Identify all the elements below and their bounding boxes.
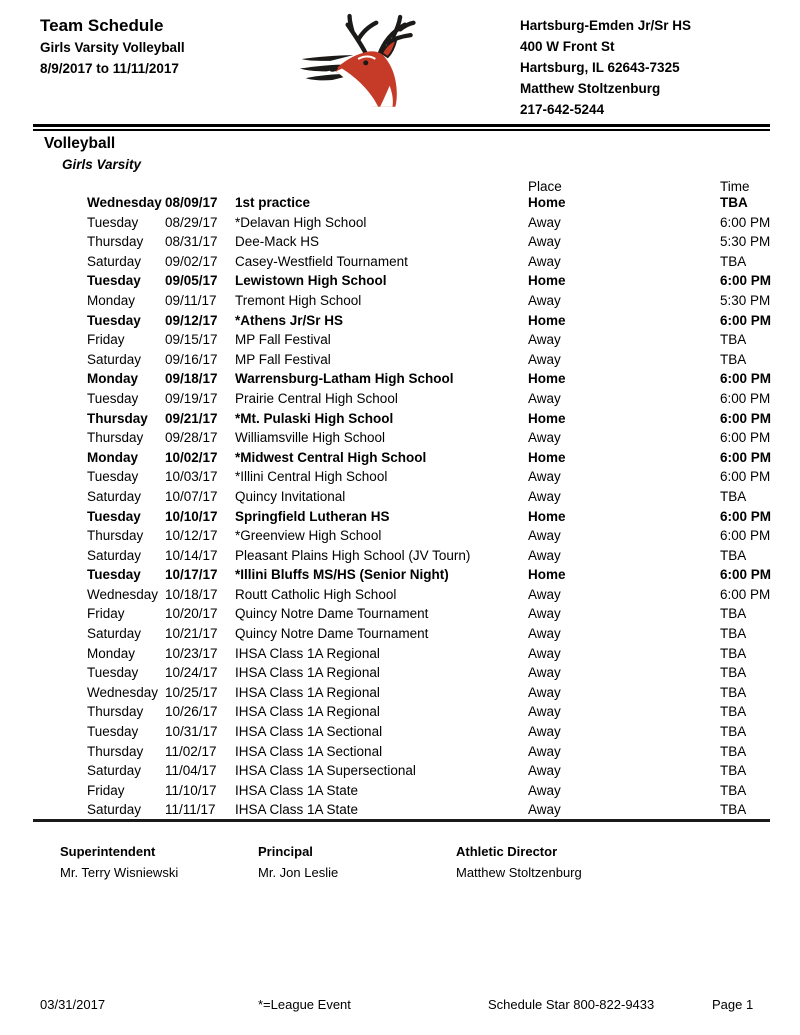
cell-time: TBA (720, 606, 747, 622)
cell-event: IHSA Class 1A Regional (235, 665, 380, 681)
cell-date: 10/07/17 (165, 488, 218, 504)
cell-event: Quincy Notre Dame Tournament (235, 626, 429, 642)
schedule-header-row (33, 180, 770, 193)
cell-day: Monday (87, 645, 136, 661)
contact-phone: 217-642-5244 (520, 102, 605, 117)
cell-place: Away (528, 292, 561, 308)
cell-place: Away (528, 234, 561, 250)
schedule-row (33, 487, 770, 507)
cell-time: 6:00 PM (720, 449, 772, 465)
cell-time: 6:00 PM (720, 508, 772, 524)
cell-event: Casey-Westfield Tournament (235, 253, 408, 269)
schedule-row (33, 761, 770, 781)
footer-print-date: 03/31/2017 (40, 997, 106, 1012)
cell-day: Saturday (87, 802, 142, 818)
top-divider (33, 124, 770, 131)
cell-day: Friday (87, 606, 125, 622)
cell-event: *Illini Central High School (235, 469, 388, 485)
cell-day: Wednesday (87, 586, 159, 602)
cell-event: 1st practice (235, 195, 311, 210)
cell-day: Friday (87, 782, 125, 798)
cell-date: 10/03/17 (165, 469, 218, 485)
footer-page-number: Page 1 (712, 997, 754, 1012)
staff-role: Athletic Director (456, 844, 558, 859)
cell-day: Tuesday (87, 312, 141, 328)
cell-place: Away (528, 704, 561, 720)
cell-date: 10/31/17 (165, 724, 218, 740)
cell-day: Tuesday (87, 469, 139, 485)
cell-day: Monday (87, 449, 139, 465)
cell-place: Away (528, 782, 561, 798)
cell-time: 6:00 PM (720, 371, 772, 387)
schedule-row (33, 565, 770, 585)
staff-name: Matthew Stoltzenburg (456, 865, 582, 880)
cell-day: Saturday (87, 351, 142, 367)
cell-place: Away (528, 606, 561, 622)
cell-date: 10/23/17 (165, 645, 218, 661)
cell-time: 5:30 PM (720, 234, 771, 250)
cell-event: Lewistown High School (235, 273, 387, 289)
cell-place: Away (528, 802, 561, 818)
cell-date: 10/10/17 (165, 508, 218, 524)
cell-day: Thursday (87, 743, 144, 759)
cell-event: Springfield Lutheran HS (235, 508, 390, 524)
cell-date: 10/24/17 (165, 665, 218, 681)
cell-time: TBA (720, 684, 747, 700)
cell-event: IHSA Class 1A State (235, 782, 359, 798)
cell-event: *Athens Jr/Sr HS (235, 312, 344, 328)
cell-event: Tremont High School (235, 292, 362, 308)
cell-event: IHSA Class 1A Regional (235, 645, 380, 661)
cell-date: 08/09/17 (165, 195, 218, 210)
schedule-row (33, 311, 770, 331)
cell-day: Wednesday (87, 195, 162, 210)
cell-date: 09/02/17 (165, 253, 218, 269)
cell-day: Wednesday (87, 684, 159, 700)
staff-column (60, 845, 258, 880)
schedule-row (33, 330, 770, 350)
cell-time: TBA (720, 351, 747, 367)
cell-event: Quincy Notre Dame Tournament (235, 606, 429, 622)
cell-day: Saturday (87, 253, 142, 269)
date-range: 8/9/2017 to 11/11/2017 (40, 61, 179, 76)
cell-event: Prairie Central High School (235, 390, 398, 406)
school-info-block (520, 15, 691, 120)
cell-time: 6:00 PM (720, 390, 771, 406)
schedule-row (33, 585, 770, 605)
cell-date: 09/15/17 (165, 332, 218, 348)
cell-place: Away (528, 645, 561, 661)
footer-vendor: Schedule Star 800-822-9433 (488, 997, 655, 1012)
cell-event: MP Fall Festival (235, 332, 331, 348)
schedule-row (33, 213, 770, 233)
staff-role: Principal (258, 844, 313, 859)
table-bottom-divider (33, 819, 770, 822)
cell-event: IHSA Class 1A State (235, 802, 359, 818)
cell-date: 10/26/17 (165, 704, 218, 720)
cell-place: Home (528, 508, 566, 524)
cell-time: 6:00 PM (720, 586, 771, 602)
cell-date: 10/21/17 (165, 626, 218, 642)
cell-time: 5:30 PM (720, 292, 771, 308)
cell-event: IHSA Class 1A Regional (235, 704, 380, 720)
cell-event: Pleasant Plains High School (JV Tourn) (235, 547, 471, 563)
header-left-block (40, 15, 185, 79)
cell-day: Saturday (87, 626, 142, 642)
cell-date: 09/21/17 (165, 410, 218, 426)
schedule-row (33, 683, 770, 703)
cell-event: Williamsville High School (235, 430, 386, 446)
cell-day: Tuesday (87, 567, 141, 583)
cell-date: 10/12/17 (165, 528, 218, 544)
cell-date: 09/12/17 (165, 312, 218, 328)
column-header-place: Place (528, 179, 562, 194)
schedule-row (33, 389, 770, 409)
cell-time: TBA (720, 724, 747, 740)
schedule-row (33, 291, 770, 311)
cell-day: Saturday (87, 547, 142, 563)
schedule-row (33, 526, 770, 546)
cell-day: Monday (87, 371, 139, 387)
cell-place: Away (528, 665, 561, 681)
cell-date: 11/10/17 (165, 782, 217, 798)
cell-time: 6:00 PM (720, 430, 771, 446)
schedule-row (33, 369, 770, 389)
cell-day: Saturday (87, 488, 142, 504)
cell-place: Home (528, 312, 566, 328)
cell-place: Home (528, 371, 566, 387)
cell-time: TBA (720, 763, 747, 779)
cell-event: *Midwest Central High School (235, 449, 427, 465)
staff-column (258, 845, 456, 880)
cell-time: TBA (720, 704, 747, 720)
cell-place: Away (528, 586, 561, 602)
cell-day: Tuesday (87, 214, 139, 230)
cell-place: Away (528, 743, 561, 759)
staff-column (456, 845, 654, 880)
schedule-row (33, 428, 770, 448)
cell-event: IHSA Class 1A Sectional (235, 743, 383, 759)
schedule-row (33, 702, 770, 722)
cell-day: Thursday (87, 234, 144, 250)
cell-event: *Illini Bluffs MS/HS (Senior Night) (235, 567, 449, 583)
cell-day: Tuesday (87, 508, 141, 524)
cell-time: TBA (720, 195, 748, 210)
cell-date: 09/11/17 (165, 292, 217, 308)
cell-day: Tuesday (87, 665, 139, 681)
page-footer (0, 997, 800, 1013)
schedule-row (33, 409, 770, 429)
cell-date: 09/16/17 (165, 351, 218, 367)
staff-role: Superintendent (60, 844, 156, 859)
cell-time: TBA (720, 743, 747, 759)
cell-place: Away (528, 390, 561, 406)
cell-date: 10/20/17 (165, 606, 218, 622)
contact-name: Matthew Stoltzenburg (520, 81, 661, 96)
staff-name: Mr. Terry Wisniewski (60, 865, 179, 880)
schedule-row (33, 271, 770, 291)
cell-event: *Greenview High School (235, 528, 382, 544)
cell-day: Tuesday (87, 390, 139, 406)
cell-date: 09/19/17 (165, 390, 218, 406)
cell-event: IHSA Class 1A Supersectional (235, 763, 416, 779)
cell-place: Away (528, 528, 561, 544)
cell-time: TBA (720, 626, 747, 642)
cell-place: Away (528, 351, 561, 367)
cell-event: IHSA Class 1A Sectional (235, 724, 383, 740)
schedule-row (33, 644, 770, 664)
schedule-row (33, 467, 770, 487)
cell-date: 10/14/17 (165, 547, 218, 563)
cell-date: 09/05/17 (165, 273, 218, 289)
cell-time: 6:00 PM (720, 528, 771, 544)
schedule-row (33, 800, 770, 820)
cell-date: 10/02/17 (165, 449, 218, 465)
cell-day: Thursday (87, 430, 144, 446)
cell-time: 6:00 PM (720, 312, 772, 328)
cell-time: 6:00 PM (720, 273, 772, 289)
cell-time: TBA (720, 802, 747, 818)
schedule-row (33, 663, 770, 683)
cell-date: 09/28/17 (165, 430, 218, 446)
schedule-row (33, 742, 770, 762)
cell-time: TBA (720, 332, 747, 348)
cell-time: 6:00 PM (720, 567, 772, 583)
cell-place: Away (528, 763, 561, 779)
school-name: Hartsburg-Emden Jr/Sr HS (520, 18, 692, 33)
cell-place: Away (528, 253, 561, 269)
cell-time: 6:00 PM (720, 410, 772, 426)
cell-place: Away (528, 626, 561, 642)
cell-time: TBA (720, 645, 747, 661)
school-address2: Hartsburg, IL 62643-7325 (520, 60, 680, 75)
page-title: Team Schedule (40, 16, 164, 35)
cell-event: Routt Catholic High School (235, 586, 397, 602)
cell-day: Tuesday (87, 273, 141, 289)
cell-place: Away (528, 430, 561, 446)
cell-place: Away (528, 488, 561, 504)
team-heading: Girls Varsity (62, 157, 142, 172)
column-header-time: Time (720, 179, 750, 194)
schedule-row (33, 624, 770, 644)
schedule-body (33, 193, 770, 820)
cell-event: Quincy Invitational (235, 488, 346, 504)
cell-time: TBA (720, 488, 747, 504)
cell-place: Away (528, 684, 561, 700)
staff-section (60, 845, 654, 880)
cell-date: 08/31/17 (165, 234, 218, 250)
cell-date: 11/04/17 (165, 763, 217, 779)
cell-day: Thursday (87, 528, 144, 544)
cell-date: 08/29/17 (165, 214, 218, 230)
schedule-row (33, 604, 770, 624)
sport-heading: Volleyball (44, 135, 116, 152)
schedule-row (33, 448, 770, 468)
schedule-row (33, 252, 770, 272)
cell-date: 10/17/17 (165, 567, 218, 583)
cell-time: TBA (720, 665, 747, 681)
schedule-table (33, 180, 770, 820)
cell-date: 11/11/17 (165, 802, 216, 818)
schedule-row (33, 350, 770, 370)
cell-place: Away (528, 214, 561, 230)
cell-event: *Delavan High School (235, 214, 367, 230)
cell-place: Away (528, 469, 561, 485)
cell-date: 10/18/17 (165, 586, 218, 602)
cell-place: Home (528, 410, 566, 426)
cell-place: Home (528, 449, 566, 465)
cell-place: Home (528, 567, 566, 583)
schedule-row (33, 722, 770, 742)
team-subtitle: Girls Varsity Volleyball (40, 40, 185, 55)
cell-date: 10/25/17 (165, 684, 218, 700)
cell-day: Saturday (87, 763, 142, 779)
schedule-row (33, 193, 770, 213)
cell-time: TBA (720, 253, 747, 269)
cell-place: Away (528, 724, 561, 740)
cell-place: Home (528, 195, 566, 210)
cell-time: 6:00 PM (720, 214, 771, 230)
cell-event: *Mt. Pulaski High School (235, 410, 394, 426)
schedule-row (33, 507, 770, 527)
schedule-row (33, 781, 770, 801)
cell-day: Monday (87, 292, 136, 308)
cell-event: Warrensburg-Latham High School (235, 371, 454, 387)
cell-place: Away (528, 547, 561, 563)
cell-day: Friday (87, 332, 125, 348)
school-address1: 400 W Front St (520, 39, 615, 54)
cell-event: Dee-Mack HS (235, 234, 320, 250)
cell-place: Home (528, 273, 566, 289)
schedule-row (33, 546, 770, 566)
staff-name: Mr. Jon Leslie (258, 865, 339, 880)
cell-time: TBA (720, 782, 747, 798)
stag-mascot-logo-icon (298, 10, 424, 108)
cell-time: TBA (720, 547, 747, 563)
cell-day: Tuesday (87, 724, 139, 740)
schedule-row (33, 232, 770, 252)
cell-date: 09/18/17 (165, 371, 218, 387)
cell-time: 6:00 PM (720, 469, 771, 485)
cell-day: Thursday (87, 410, 148, 426)
cell-event: IHSA Class 1A Regional (235, 684, 380, 700)
cell-date: 11/02/17 (165, 743, 217, 759)
cell-day: Thursday (87, 704, 144, 720)
cell-event: MP Fall Festival (235, 351, 331, 367)
cell-place: Away (528, 332, 561, 348)
footer-legend: *=League Event (258, 997, 351, 1012)
